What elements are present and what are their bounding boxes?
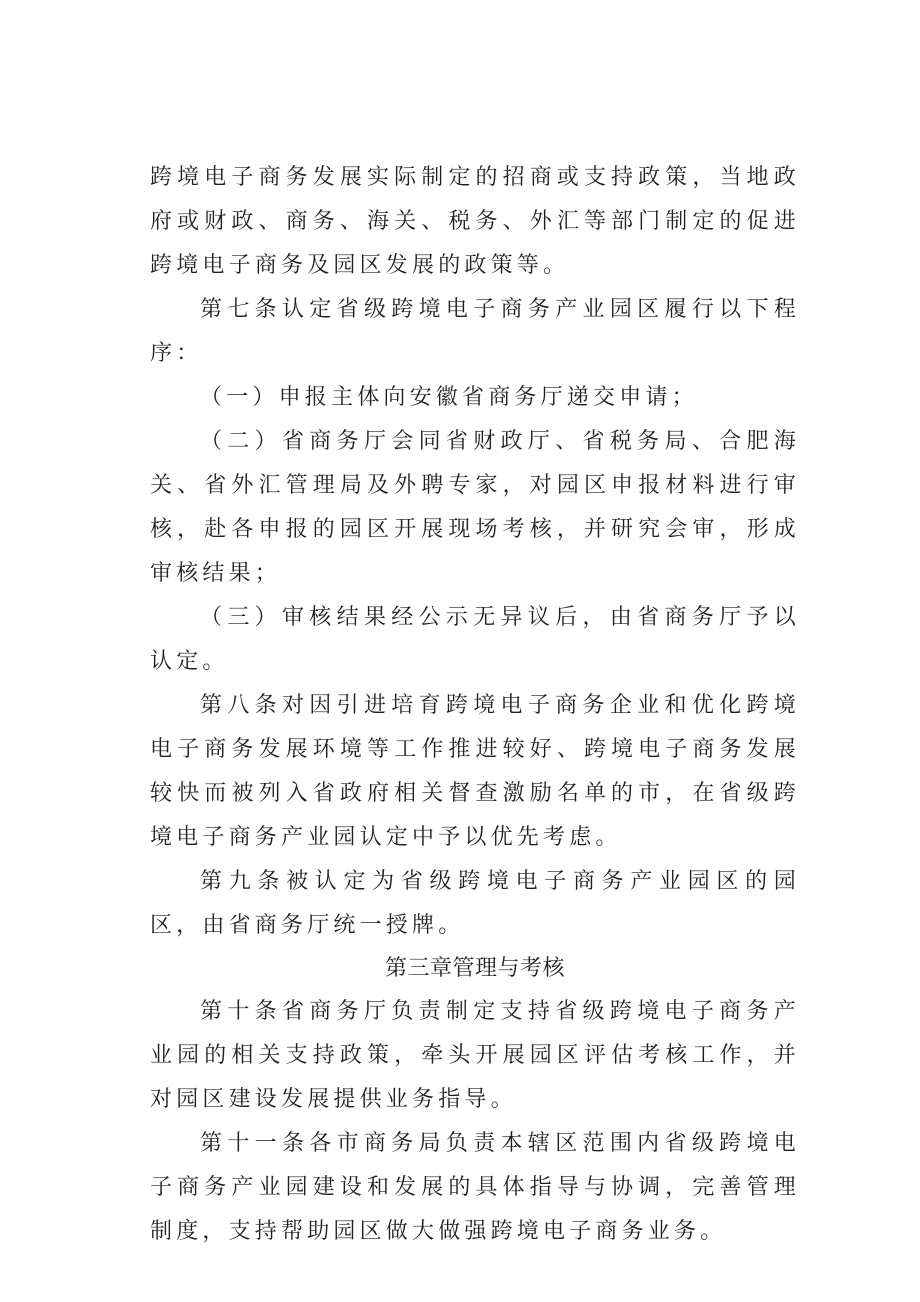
paragraph-procedure-2: （二）省商务厅会同省财政厅、省税务局、合肥海关、省外汇管理局及外聘专家，对园区申报材料进行审核，赴各申报的园区开展现场考核，并研究会审，形成审核结果； — [150, 429, 800, 586]
paragraph-article-11: 第十一条各市商务局负责本辖区范围内省级跨境电子商务产业园建设和发展的具体指导与协调，完善管理制度，支持帮助园区做大做强跨境电子商务业务。 — [150, 1131, 800, 1244]
paragraph-article-7: 第七条认定省级跨境电子商务产业园区履行以下程序： — [150, 297, 800, 366]
paragraph-procedure-1: （一）申报主体向安徽省商务厅递交申请； — [200, 385, 698, 410]
paragraph-policy-continuation: 跨境电子商务发展实际制定的招商或支持政策，当地政府或财政、商务、海关、税务、外汇等部门制定的促进跨境电子商务及园区发展的政策等。 — [150, 165, 800, 278]
paragraph-article-9: 第九条被认定为省级跨境电子商务产业园区的园区，由省商务厅统一授牌。 — [150, 869, 800, 938]
paragraph-article-8: 第八条对因引进培育跨境电子商务企业和优化跨境电子商务发展环境等工作推进较好、跨境电子商务发展较快而被列入省政府相关督查激励名单的市，在省级跨境电子商务产业园认定中予以优先考虑。 — [150, 693, 800, 850]
chapter-title: 第三章管理与考核 — [384, 956, 565, 981]
document-body — [150, 156, 800, 1254]
paragraph-procedure-3: （三）审核结果经公示无异议后，由省商务厅予以认定。 — [150, 605, 800, 674]
paragraph-article-10: 第十条省商务厅负责制定支持省级跨境电子商务产业园的相关支持政策，牵头开展园区评估考核工作，并对园区建设发展提供业务指导。 — [150, 999, 800, 1112]
